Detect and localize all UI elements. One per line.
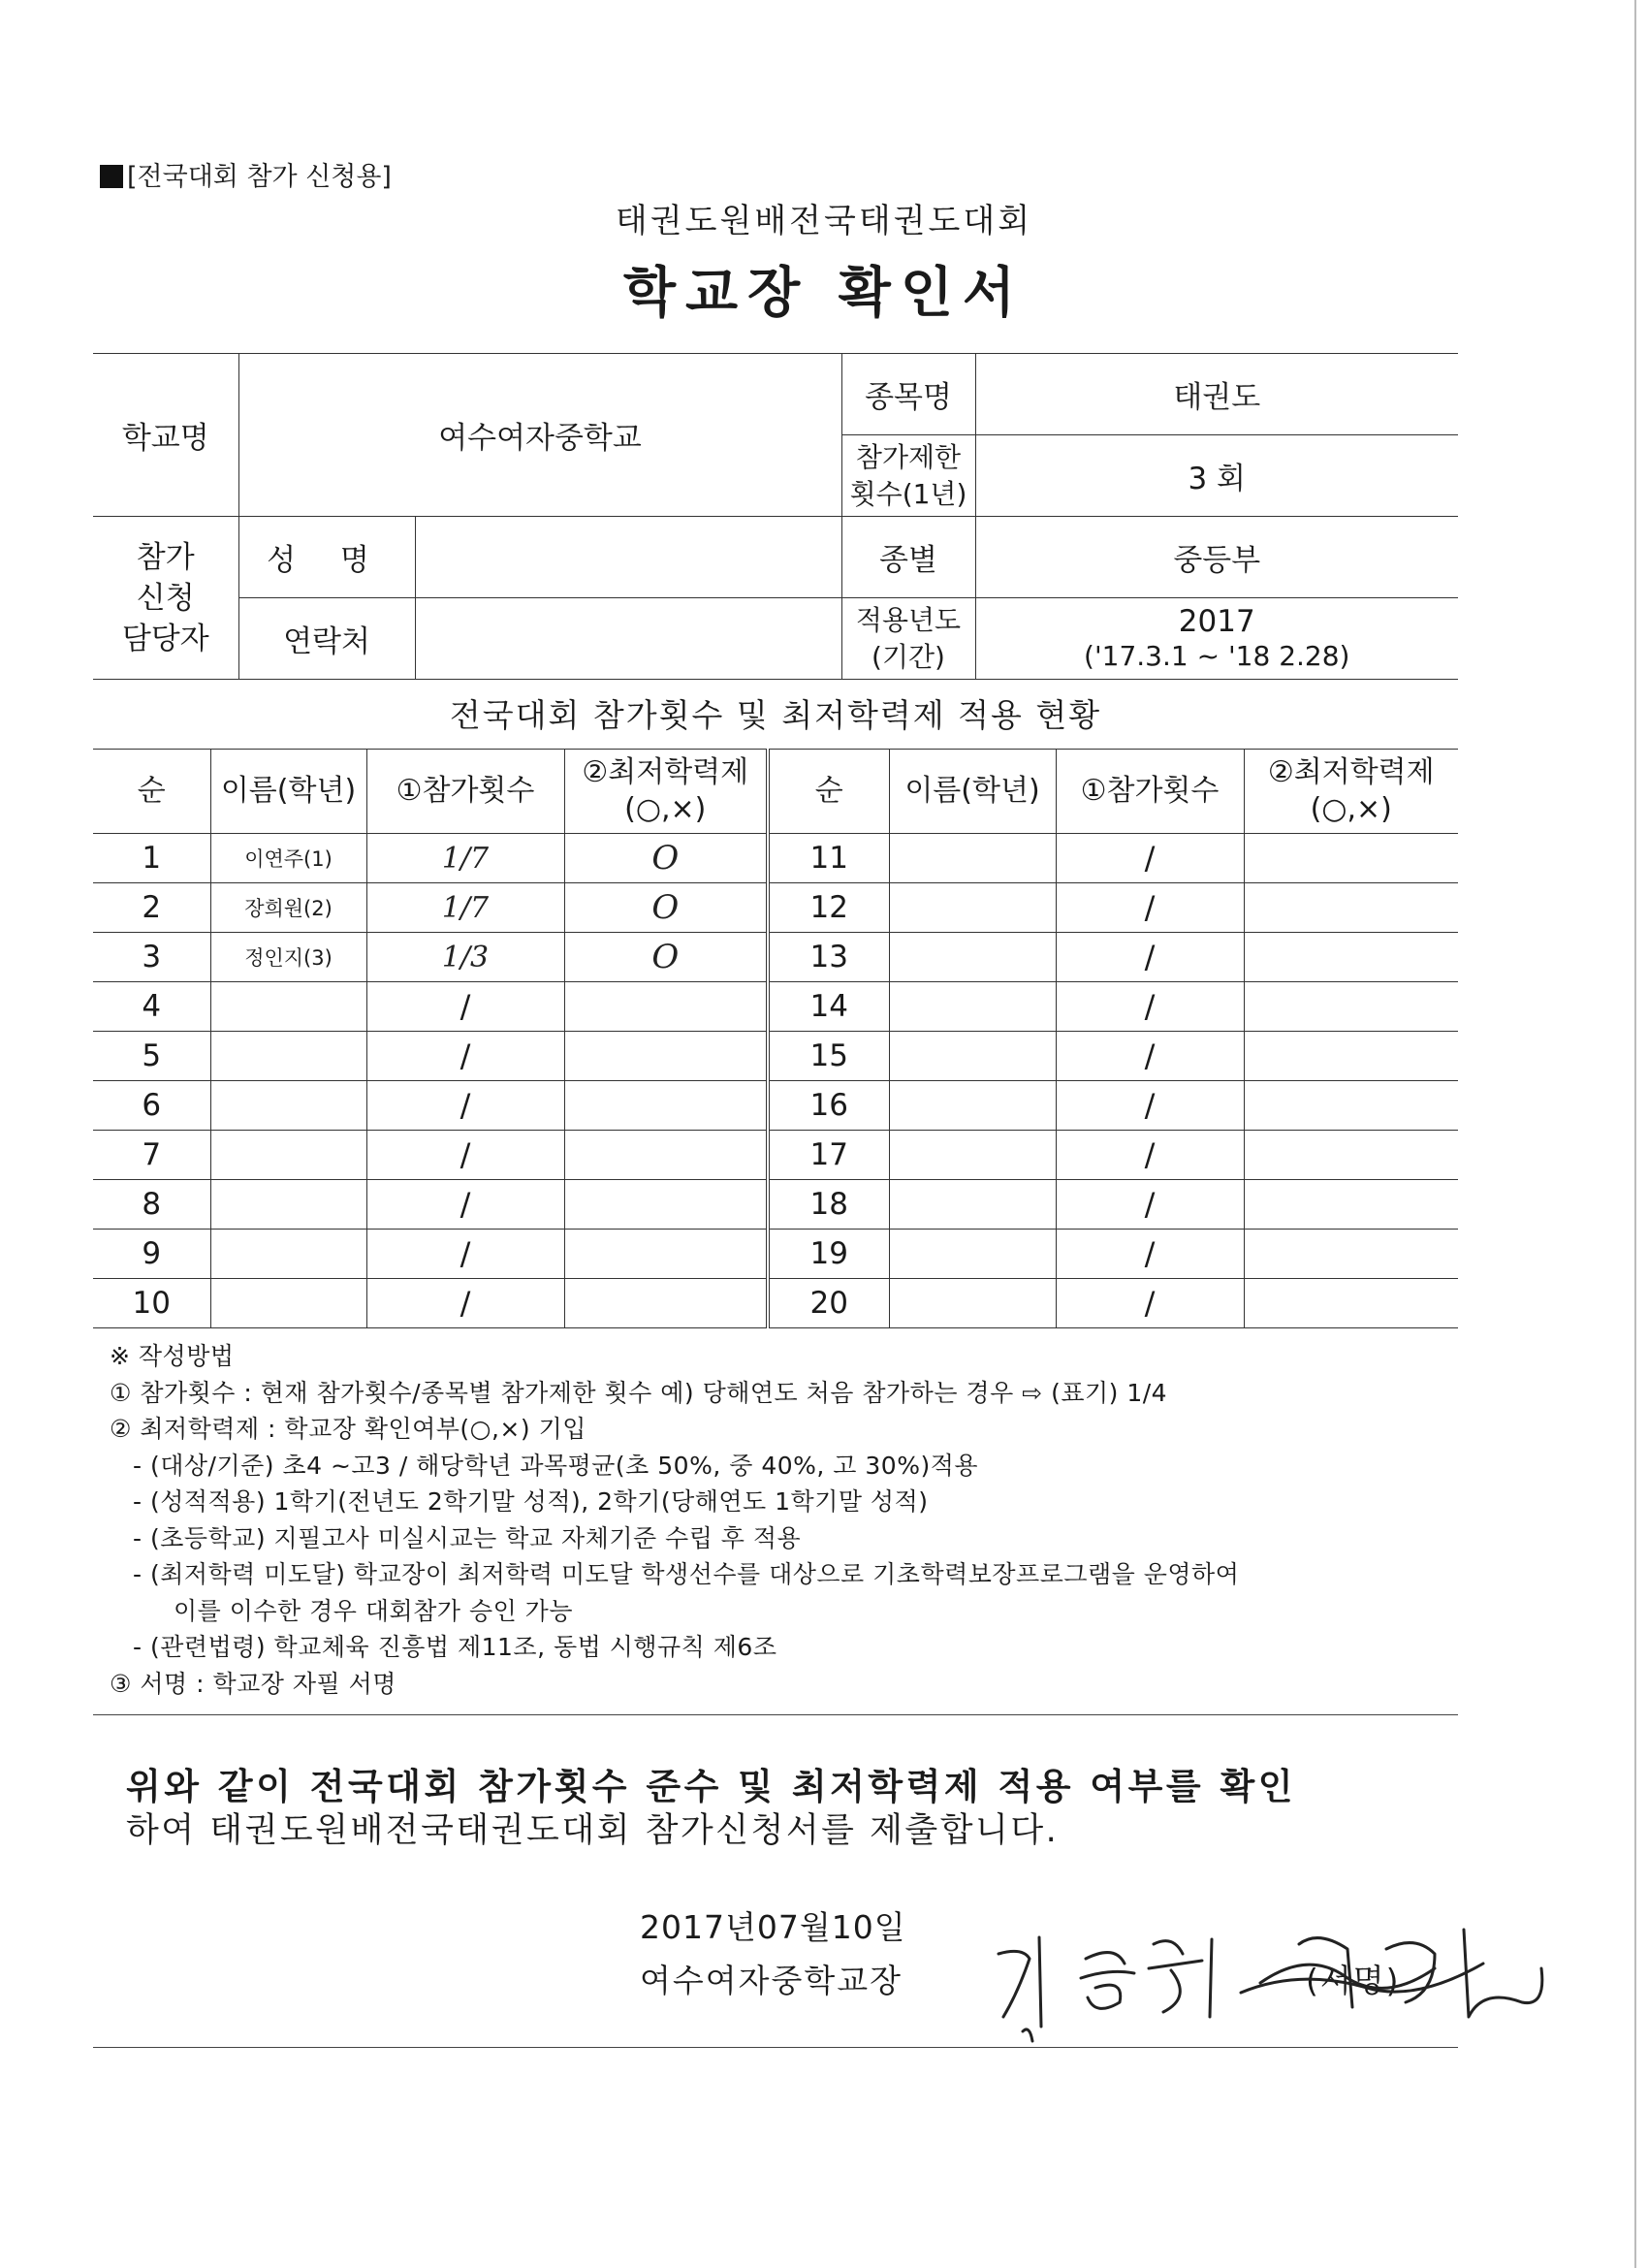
min-academic-left: O (564, 834, 768, 883)
row-number-left: 5 (93, 1032, 210, 1081)
year-label-line2: (기간) (872, 640, 945, 673)
student-name-right (889, 982, 1056, 1032)
scan-edge (1634, 0, 1636, 2268)
contact-label-line1: 참가 (136, 539, 195, 575)
col-name-left: 이름(학년) (210, 750, 366, 834)
contact-label (93, 517, 238, 680)
contact-label-line2: 신청 (136, 580, 195, 616)
document-title: 학교장 확인서 (622, 262, 1026, 325)
student-name-right (889, 933, 1056, 982)
contact-label-line3: 담당자 (121, 621, 209, 656)
row-number-left: 7 (93, 1131, 210, 1180)
col-min-right-line1: ②최저학력제 (1267, 755, 1435, 789)
min-academic-right (1244, 1180, 1458, 1230)
participation-count-right: / (1056, 1230, 1244, 1279)
form-type-text: [전국대회 참가 신청용] (127, 162, 392, 192)
participation-count-left: 1/7 (366, 834, 564, 883)
participation-count-left: / (366, 1032, 564, 1081)
table-row (93, 1279, 1458, 1328)
division-label: 종별 (841, 517, 975, 598)
form-type-tag (100, 155, 392, 193)
student-name-right (889, 1131, 1056, 1180)
min-academic-right (1244, 1032, 1458, 1081)
table-row (93, 1032, 1458, 1081)
student-name-left (210, 1279, 366, 1328)
instruction-line-7: 이를 이수한 경우 대회참가 승인 가능 (174, 1596, 573, 1625)
row-number-right: 17 (768, 1131, 889, 1180)
min-academic-left (564, 982, 768, 1032)
student-name-right (889, 1279, 1056, 1328)
min-academic-right (1244, 933, 1458, 982)
student-name-right (889, 1180, 1056, 1230)
student-name-right (889, 1032, 1056, 1081)
divider-top (93, 1714, 1458, 1715)
student-name-left: 이연주(1) (210, 834, 366, 883)
participation-count-right: / (1056, 1131, 1244, 1180)
contact-name-value (415, 517, 841, 598)
participation-count-left: / (366, 1230, 564, 1279)
col-count-right: ①참가횟수 (1056, 750, 1244, 834)
summary-title: 전국대회 참가횟수 및 최저학력제 적용 현황 (449, 696, 1102, 734)
period-value: ('17.3.1 ~ '18 2.28) (1084, 639, 1350, 672)
limit-label (841, 435, 975, 517)
col-count-left: ①참가횟수 (366, 750, 564, 834)
min-academic-right (1244, 1081, 1458, 1131)
instruction-line-8: - (관련법령) 학교체육 진흥법 제11조, 동법 시행규칙 제6조 (133, 1633, 777, 1661)
sign-label: (서명) (1306, 1962, 1401, 1999)
row-number-right: 19 (768, 1230, 889, 1279)
table-row (93, 883, 1458, 933)
instruction-line-9: ③ 서명 : 학교장 자필 서명 (110, 1669, 396, 1698)
table-row (93, 1230, 1458, 1279)
min-academic-right (1244, 1131, 1458, 1180)
instruction-line-6: - (최저학력 미도달) 학교장이 최저학력 미도달 학생선수를 대상으로 기초학력보장프로그램을 운영하여 (133, 1560, 1240, 1588)
student-name-right (889, 1081, 1056, 1131)
row-number-left: 3 (93, 933, 210, 982)
row-number-right: 18 (768, 1180, 889, 1230)
row-number-right: 13 (768, 933, 889, 982)
row-number-left: 10 (93, 1279, 210, 1328)
student-name-left (210, 1180, 366, 1230)
instruction-line-1: ① 참가횟수 : 현재 참가횟수/종목별 참가제한 횟수 예) 당해연도 처음 참가하는 경우 ⇨ (표기) 1/4 (110, 1378, 1168, 1407)
min-academic-left (564, 1131, 768, 1180)
participation-roster-table (93, 749, 1458, 1328)
table-row (93, 1131, 1458, 1180)
participation-count-left: / (366, 1131, 564, 1180)
min-academic-left (564, 1081, 768, 1131)
student-name-right (889, 834, 1056, 883)
participation-count-right: / (1056, 982, 1244, 1032)
submission-date: 2017년07월10일 (640, 1908, 906, 1946)
student-name-left: 정인지(3) (210, 933, 366, 982)
col-min-right (1244, 750, 1458, 834)
participation-count-right: / (1056, 883, 1244, 933)
participation-count-left: / (366, 982, 564, 1032)
statement-line-1: 위와 같이 전국대회 참가횟수 준수 및 최저학력제 적용 여부를 확인 (126, 1766, 1296, 1807)
row-number-right: 15 (768, 1032, 889, 1081)
row-number-right: 11 (768, 834, 889, 883)
min-academic-left (564, 1032, 768, 1081)
min-academic-left (564, 1230, 768, 1279)
col-no-left: 순 (93, 750, 210, 834)
min-academic-right (1244, 834, 1458, 883)
student-name-left (210, 1032, 366, 1081)
participation-count-left: / (366, 1180, 564, 1230)
event-name: 태권도원배전국태권도대회 (615, 202, 1033, 240)
school-info-table (93, 353, 1458, 680)
participation-count-left: 1/3 (366, 933, 564, 982)
student-name-left (210, 1230, 366, 1279)
roster-header-row (93, 750, 1458, 834)
col-no-right: 순 (768, 750, 889, 834)
min-academic-left (564, 1180, 768, 1230)
year-label (841, 598, 975, 680)
row-number-right: 14 (768, 982, 889, 1032)
instruction-line-2: ② 최저학력제 : 학교장 확인여부(○,×) 기입 (110, 1415, 586, 1443)
participation-count-left: / (366, 1279, 564, 1328)
principal-title: 여수여자중학교장 (640, 1962, 903, 1999)
row-number-left: 4 (93, 982, 210, 1032)
black-square-icon (100, 165, 123, 188)
table-row (93, 1081, 1458, 1131)
row-number-left: 6 (93, 1081, 210, 1131)
student-name-left: 장희원(2) (210, 883, 366, 933)
participation-count-right: / (1056, 1180, 1244, 1230)
table-row (93, 1180, 1458, 1230)
row-number-right: 20 (768, 1279, 889, 1328)
row-number-right: 12 (768, 883, 889, 933)
limit-label-line2: 횟수(1년) (849, 477, 967, 510)
student-name-left (210, 1081, 366, 1131)
limit-value: 3 회 (975, 435, 1458, 517)
contact-name-label: 성 명 (238, 517, 415, 598)
contact-phone-label: 연락처 (238, 598, 415, 680)
min-academic-right (1244, 982, 1458, 1032)
min-academic-right (1244, 883, 1458, 933)
min-academic-left (564, 1279, 768, 1328)
col-name-right: 이름(학년) (889, 750, 1056, 834)
year-value: 2017 (1178, 603, 1255, 639)
participation-count-right: / (1056, 834, 1244, 883)
participation-count-right: / (1056, 1032, 1244, 1081)
table-row (93, 982, 1458, 1032)
table-row (93, 834, 1458, 883)
instructions (110, 1338, 1467, 1702)
student-name-left (210, 982, 366, 1032)
limit-label-line1: 참가제한 (855, 440, 962, 473)
participation-count-right: / (1056, 933, 1244, 982)
instruction-line-3: - (대상/기준) 초4 ~고3 / 해당학년 과목평균(초 50%, 중 40%, 고 30%)적용 (133, 1451, 978, 1480)
event-value: 태권도 (975, 354, 1458, 435)
statement-line-2: 하여 태권도원배전국태권도대회 참가신청서를 제출합니다. (126, 1811, 1060, 1850)
division-value: 중등부 (975, 517, 1458, 598)
student-name-left (210, 1131, 366, 1180)
divider-bottom (93, 2047, 1458, 2048)
min-academic-left: O (564, 933, 768, 982)
row-number-right: 16 (768, 1081, 889, 1131)
event-label: 종목명 (841, 354, 975, 435)
row-number-left: 2 (93, 883, 210, 933)
handwritten-signature (979, 1910, 1561, 2056)
min-academic-right (1244, 1230, 1458, 1279)
student-name-right (889, 883, 1056, 933)
row-number-left: 9 (93, 1230, 210, 1279)
min-academic-left: O (564, 883, 768, 933)
contact-phone-value (415, 598, 841, 680)
year-label-line1: 적용년도 (855, 603, 962, 636)
row-number-left: 8 (93, 1180, 210, 1230)
participation-count-right: / (1056, 1081, 1244, 1131)
participation-count-right: / (1056, 1279, 1244, 1328)
instructions-heading: ※ 작성방법 (110, 1342, 235, 1370)
col-min-right-line2: (○,×) (1310, 792, 1392, 826)
col-min-left-line2: (○,×) (624, 792, 707, 826)
min-academic-right (1244, 1279, 1458, 1328)
year-cell (975, 598, 1458, 680)
row-number-left: 1 (93, 834, 210, 883)
col-min-left (564, 750, 768, 834)
student-name-right (889, 1230, 1056, 1279)
participation-count-left: 1/7 (366, 883, 564, 933)
instruction-line-5: - (초등학교) 지필고사 미실시교는 학교 자체기준 수립 후 적용 (133, 1523, 802, 1552)
school-label: 학교명 (93, 354, 238, 517)
school-value: 여수여자중학교 (238, 354, 841, 517)
instruction-line-4: - (성적적용) 1학기(전년도 2학기말 성적), 2학기(당해연도 1학기말 성적) (133, 1487, 929, 1516)
participation-count-left: / (366, 1081, 564, 1131)
col-min-left-line1: ②최저학력제 (582, 755, 749, 789)
table-row (93, 933, 1458, 982)
